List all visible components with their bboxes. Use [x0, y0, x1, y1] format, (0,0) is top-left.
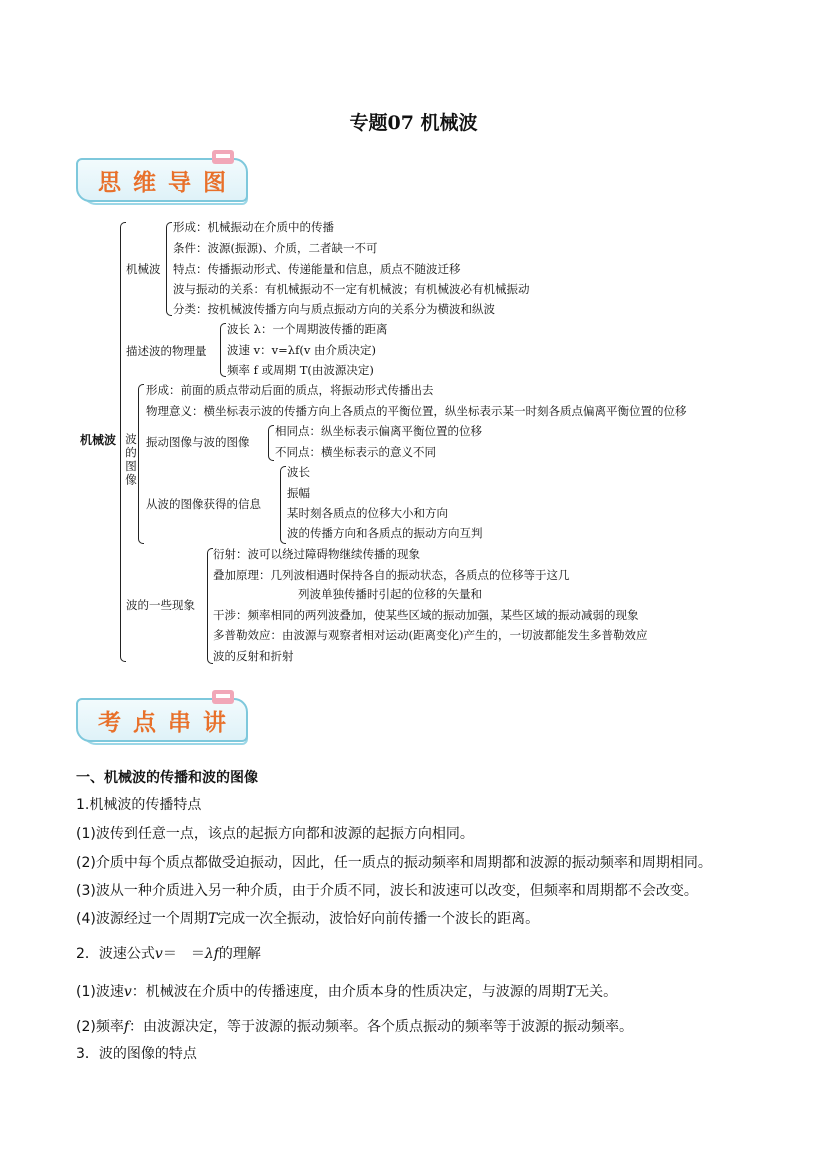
mech-wave-item: 波与振动的关系：有机械振动不一定有机械波；有机械波必有机械振动	[173, 282, 530, 296]
mindmap-banner-label: 思维导图	[98, 169, 238, 196]
subheading: 3．波的图像的特点	[76, 1046, 197, 1062]
describe-item: 波速 v：v=λf(v 由介质决定)	[227, 343, 376, 357]
mech-wave-item: 条件：波源(振源)、介质，二者缺一不可	[173, 241, 378, 255]
info-item: 波长	[287, 465, 310, 479]
info-item: 振幅	[287, 486, 310, 500]
phenomena-label: 波的一些现象	[126, 598, 195, 612]
subheading: 2．波速公式v＝ ＝λf的理解	[76, 946, 261, 962]
compare-item: 相同点：纵坐标表示偏离平衡位置的位移	[275, 424, 482, 438]
section-heading: 一、机械波的传播和波的图像	[76, 770, 258, 786]
info-item: 波的传播方向和各质点的振动方向互判	[287, 526, 483, 540]
points-banner-label: 考点串讲	[98, 709, 238, 736]
graph-brace	[138, 384, 144, 544]
describe-brace	[220, 323, 226, 377]
phenomena-item: 多普勒效应：由波源与观察者相对运动(距离变化)产生的，一切波都能发生多普勒效应	[213, 628, 648, 642]
subheading: 1.机械波的传播特点	[76, 797, 202, 813]
paragraph: (1)波传到任意一点，该点的起振方向都和波源的起振方向相同。	[76, 826, 474, 842]
phenomena-item: 干涉：频率相同的两列波叠加，使某些区域的振动加强，某些区域的振动减弱的现象	[213, 608, 639, 622]
info-item: 某时刻各质点的位移大小和方向	[287, 506, 448, 520]
phenomena-item: 叠加原理：几列波相遇时保持各自的振动状态，各质点的位移等于这几	[213, 568, 570, 582]
graph-label: 波的图像	[124, 433, 138, 487]
describe-item: 频率 f 或周期 T(由波源决定)	[227, 363, 374, 377]
mindmap-banner	[76, 158, 248, 202]
phenomena-brace	[207, 548, 213, 664]
graph-item: 形成：前面的质点带动后面的质点，将振动形式传播出去	[146, 383, 434, 397]
mech-wave-brace	[166, 222, 172, 316]
paragraph: (2)频率f：由波源决定，等于波源的振动频率。各个质点振动的频率等于波源的振动频率。	[76, 1019, 634, 1035]
phenomena-item: 衍射：波可以绕过障碍物继续传播的现象	[213, 547, 420, 561]
info-label: 从波的图像获得的信息	[146, 497, 261, 511]
page-title: 专题07 机械波	[349, 112, 478, 134]
mech-wave-item: 特点：传播振动形式、传递能量和信息，质点不随波迁移	[173, 262, 461, 276]
compare-brace	[268, 425, 274, 461]
describe-item: 波长 λ：一个周期波传播的距离	[227, 322, 388, 336]
describe-label: 描述波的物理量	[126, 344, 207, 358]
graph-item: 物理意义：横坐标表示波的传播方向上各质点的平衡位置，纵坐标表示某一时刻各质点偏离平衡位置的位移	[146, 404, 687, 418]
mech-wave-item: 分类：按机械波传播方向与质点振动方向的关系分为横波和纵波	[173, 302, 495, 316]
compare-item: 不同点：横坐标表示的意义不同	[275, 445, 436, 459]
paragraph: (3)波从一种介质进入另一种介质，由于介质不同，波长和波速可以改变，但频率和周期都不会改变。	[76, 883, 698, 899]
phenomena-item: 列波单独传播时引起的位移的矢量和	[298, 587, 482, 601]
paragraph: (1)波速v：机械波在介质中的传播速度，由介质本身的性质决定，与波源的周期T无关。	[76, 984, 618, 1000]
mindmap-root: 机械波	[80, 433, 117, 447]
paragraph: (4)波源经过一个周期T完成一次全振动，波恰好向前传播一个波长的距离。	[76, 911, 540, 927]
compare-label: 振动图像与波的图像	[146, 435, 250, 449]
paragraph: (2)介质中每个质点都做受迫振动，因此，任一质点的振动频率和周期都和波源的振动频率和周期相同。	[76, 855, 712, 871]
mech-wave-item: 形成：机械振动在介质中的传播	[173, 220, 334, 234]
info-brace	[280, 466, 286, 544]
mech-wave-label: 机械波	[126, 262, 161, 276]
phenomena-item: 波的反射和折射	[213, 649, 294, 663]
points-banner	[76, 698, 248, 742]
